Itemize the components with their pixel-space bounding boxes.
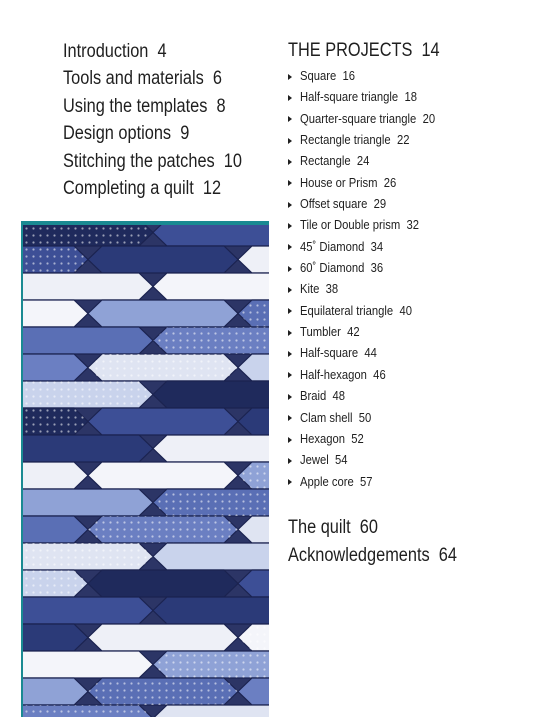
project-item-title: House or Prism bbox=[300, 175, 378, 190]
bullet-icon bbox=[288, 415, 292, 421]
bullet-icon bbox=[288, 372, 292, 378]
quilt-patch-print bbox=[88, 354, 238, 381]
bullet-icon bbox=[288, 437, 292, 443]
bullet-icon bbox=[288, 74, 292, 80]
project-item-title: 60˚ Diamond bbox=[300, 261, 365, 276]
project-item-title: Apple core bbox=[300, 474, 354, 489]
project-item-page: 32 bbox=[406, 218, 420, 233]
contents-item-title: Introduction bbox=[63, 41, 149, 62]
project-item bbox=[288, 450, 528, 471]
quilt-patch bbox=[23, 273, 153, 300]
project-item-title: Square bbox=[300, 69, 337, 83]
quilt-patch-print bbox=[23, 705, 153, 717]
quilt-patch-print bbox=[238, 300, 269, 327]
project-item bbox=[288, 472, 528, 493]
project-item bbox=[288, 343, 528, 364]
contents-item bbox=[63, 93, 242, 120]
quilt-patch bbox=[23, 624, 88, 651]
contents-item-title: Completing a quilt bbox=[63, 178, 194, 200]
project-item-page: 44 bbox=[364, 346, 377, 361]
project-item-title: Tumbler bbox=[300, 325, 341, 340]
project-item-page: 26 bbox=[383, 175, 397, 190]
contents-end-item-page: 64 bbox=[438, 545, 457, 566]
bullet-icon bbox=[288, 266, 292, 272]
bullet-icon bbox=[288, 351, 292, 357]
quilt-patch-print bbox=[238, 624, 269, 651]
projects-heading-title: THE PROJECTS bbox=[288, 40, 413, 61]
contents-item-title: Using the templates bbox=[63, 95, 208, 117]
quilt-patch bbox=[238, 516, 269, 543]
project-item-page: 57 bbox=[360, 474, 373, 489]
quilt-patch bbox=[238, 570, 269, 597]
project-item-page: 34 bbox=[370, 239, 384, 254]
project-item-title: Half-square triangle bbox=[300, 90, 399, 105]
contents-item-page: 9 bbox=[180, 123, 190, 145]
bullet-icon bbox=[288, 95, 292, 101]
project-item-page: 18 bbox=[404, 90, 417, 105]
project-item bbox=[288, 386, 528, 407]
bullet-icon bbox=[288, 308, 292, 314]
project-item-page: 20 bbox=[422, 111, 436, 126]
contents-end-item-title: Acknowledgements bbox=[288, 545, 430, 566]
bullet-icon bbox=[288, 479, 292, 485]
quilt-photo bbox=[23, 225, 269, 717]
bullet-icon bbox=[288, 202, 292, 208]
quilt-patch bbox=[153, 597, 269, 624]
project-item-title: Clam shell bbox=[300, 410, 353, 425]
quilt-patch bbox=[23, 489, 153, 516]
project-item-page: 29 bbox=[373, 197, 387, 212]
project-item-title: Jewel bbox=[300, 453, 329, 468]
project-item-page: 40 bbox=[399, 303, 412, 318]
projects-heading bbox=[288, 38, 494, 64]
contents-item-page: 10 bbox=[223, 150, 242, 172]
quilt-patch bbox=[238, 408, 269, 435]
contents-end-item bbox=[288, 542, 457, 570]
project-item-page: 52 bbox=[351, 431, 364, 446]
quilt-patch bbox=[23, 462, 88, 489]
project-item bbox=[288, 130, 528, 151]
quilt-patch bbox=[238, 354, 269, 381]
project-item-page: 48 bbox=[332, 389, 346, 404]
bullet-icon bbox=[288, 394, 292, 400]
quilt-patch bbox=[88, 570, 238, 597]
project-item-title: Hexagon bbox=[300, 431, 346, 446]
quilt-patch-print bbox=[23, 543, 153, 570]
project-item-page: 54 bbox=[335, 453, 348, 468]
quilt-patch bbox=[153, 225, 269, 246]
contents-item bbox=[63, 175, 242, 202]
project-item-title: Offset square bbox=[300, 197, 368, 212]
contents-list bbox=[63, 38, 271, 202]
projects-heading-page: 14 bbox=[421, 40, 440, 61]
project-item-page: 16 bbox=[342, 69, 356, 83]
project-item bbox=[288, 237, 528, 258]
bullet-icon bbox=[288, 180, 292, 186]
contents-end-list bbox=[288, 514, 484, 570]
quilt-patch bbox=[23, 597, 153, 624]
contents-item-page: 6 bbox=[212, 68, 222, 90]
quilt-patch-print bbox=[153, 651, 269, 678]
project-item bbox=[288, 408, 528, 429]
contents-item-title: Stitching the patches bbox=[63, 150, 215, 172]
quilt-patch bbox=[153, 705, 269, 717]
bullet-icon bbox=[288, 159, 292, 165]
project-item-title: 45˚ Diamond bbox=[300, 239, 365, 254]
quilt-illustration bbox=[23, 225, 269, 717]
quilt-patch bbox=[153, 543, 269, 570]
quilt-patch bbox=[23, 678, 88, 705]
projects-list bbox=[288, 66, 528, 493]
project-item-title: Braid bbox=[300, 389, 327, 404]
quilt-patch bbox=[88, 462, 238, 489]
project-item bbox=[288, 429, 528, 450]
contents-item bbox=[63, 148, 242, 175]
bullet-icon bbox=[288, 116, 292, 122]
quilt-patch-print bbox=[23, 381, 153, 408]
quilt-patch bbox=[153, 273, 269, 300]
project-item bbox=[288, 66, 528, 87]
bullet-icon bbox=[288, 330, 292, 336]
project-item bbox=[288, 109, 528, 130]
quilt-patch bbox=[23, 300, 88, 327]
quilt-patch-print bbox=[23, 225, 153, 246]
project-item-title: Tile or Double prism bbox=[300, 218, 401, 233]
project-item-title: Quarter-square triangle bbox=[300, 111, 417, 126]
project-item-title: Equilateral triangle bbox=[300, 303, 394, 318]
quilt-patch-print bbox=[88, 516, 238, 543]
contents-end-item-page: 60 bbox=[359, 517, 378, 538]
quilt-patch bbox=[23, 327, 153, 354]
quilt-patch bbox=[23, 516, 88, 543]
contents-item bbox=[63, 38, 242, 65]
contents-end-item bbox=[288, 514, 457, 542]
project-item bbox=[288, 215, 528, 236]
quilt-patch bbox=[238, 246, 269, 273]
project-item bbox=[288, 279, 528, 300]
quilt-patch bbox=[88, 300, 238, 327]
project-item bbox=[288, 194, 528, 215]
quilt-patch bbox=[153, 381, 269, 408]
quilt-patch bbox=[23, 651, 153, 678]
contents-item-title: Tools and materials bbox=[63, 68, 204, 90]
project-item-page: 42 bbox=[347, 325, 360, 340]
quilt-patch bbox=[88, 408, 238, 435]
contents-item bbox=[63, 120, 242, 147]
contents-item-page: 4 bbox=[157, 41, 167, 62]
project-item bbox=[288, 322, 528, 343]
contents-item-page: 12 bbox=[202, 178, 222, 200]
project-item-page: 24 bbox=[356, 154, 370, 169]
contents-end-item-title: The quilt bbox=[288, 517, 351, 538]
project-item bbox=[288, 151, 528, 172]
project-item bbox=[288, 301, 528, 322]
project-item-title: Rectangle bbox=[300, 154, 351, 169]
quilt-patch bbox=[88, 624, 238, 651]
project-item-title: Half-square bbox=[300, 346, 359, 361]
bullet-icon bbox=[288, 287, 292, 293]
projects-section bbox=[288, 38, 528, 493]
quilt-patch bbox=[238, 678, 269, 705]
contents-item bbox=[63, 65, 242, 92]
quilt-patch-print bbox=[153, 327, 269, 354]
project-item bbox=[288, 365, 528, 386]
quilt-patch-print bbox=[153, 489, 269, 516]
quilt-patch-print bbox=[238, 462, 269, 489]
contents-item-title: Design options bbox=[63, 123, 172, 145]
bullet-icon bbox=[288, 244, 292, 250]
project-item-page: 36 bbox=[370, 261, 384, 276]
project-item-page: 46 bbox=[373, 367, 386, 382]
quilt-patch bbox=[88, 246, 238, 273]
project-item bbox=[288, 173, 528, 194]
contents-item-page: 8 bbox=[216, 95, 226, 117]
bullet-icon bbox=[288, 138, 292, 144]
quilt-patch bbox=[153, 435, 269, 462]
project-item-title: Rectangle triangle bbox=[300, 133, 391, 148]
project-item bbox=[288, 258, 528, 279]
bullet-icon bbox=[288, 458, 292, 464]
project-item-title: Half-hexagon bbox=[300, 367, 367, 382]
quilt-patch bbox=[23, 354, 88, 381]
project-item-page: 50 bbox=[358, 410, 372, 425]
bullet-icon bbox=[288, 223, 292, 229]
project-item bbox=[288, 87, 528, 108]
project-item-page: 22 bbox=[396, 133, 410, 148]
quilt-patch-print bbox=[88, 678, 238, 705]
quilt-patch bbox=[23, 435, 153, 462]
project-item-title: Kite bbox=[300, 282, 320, 297]
project-item-page: 38 bbox=[325, 282, 339, 297]
